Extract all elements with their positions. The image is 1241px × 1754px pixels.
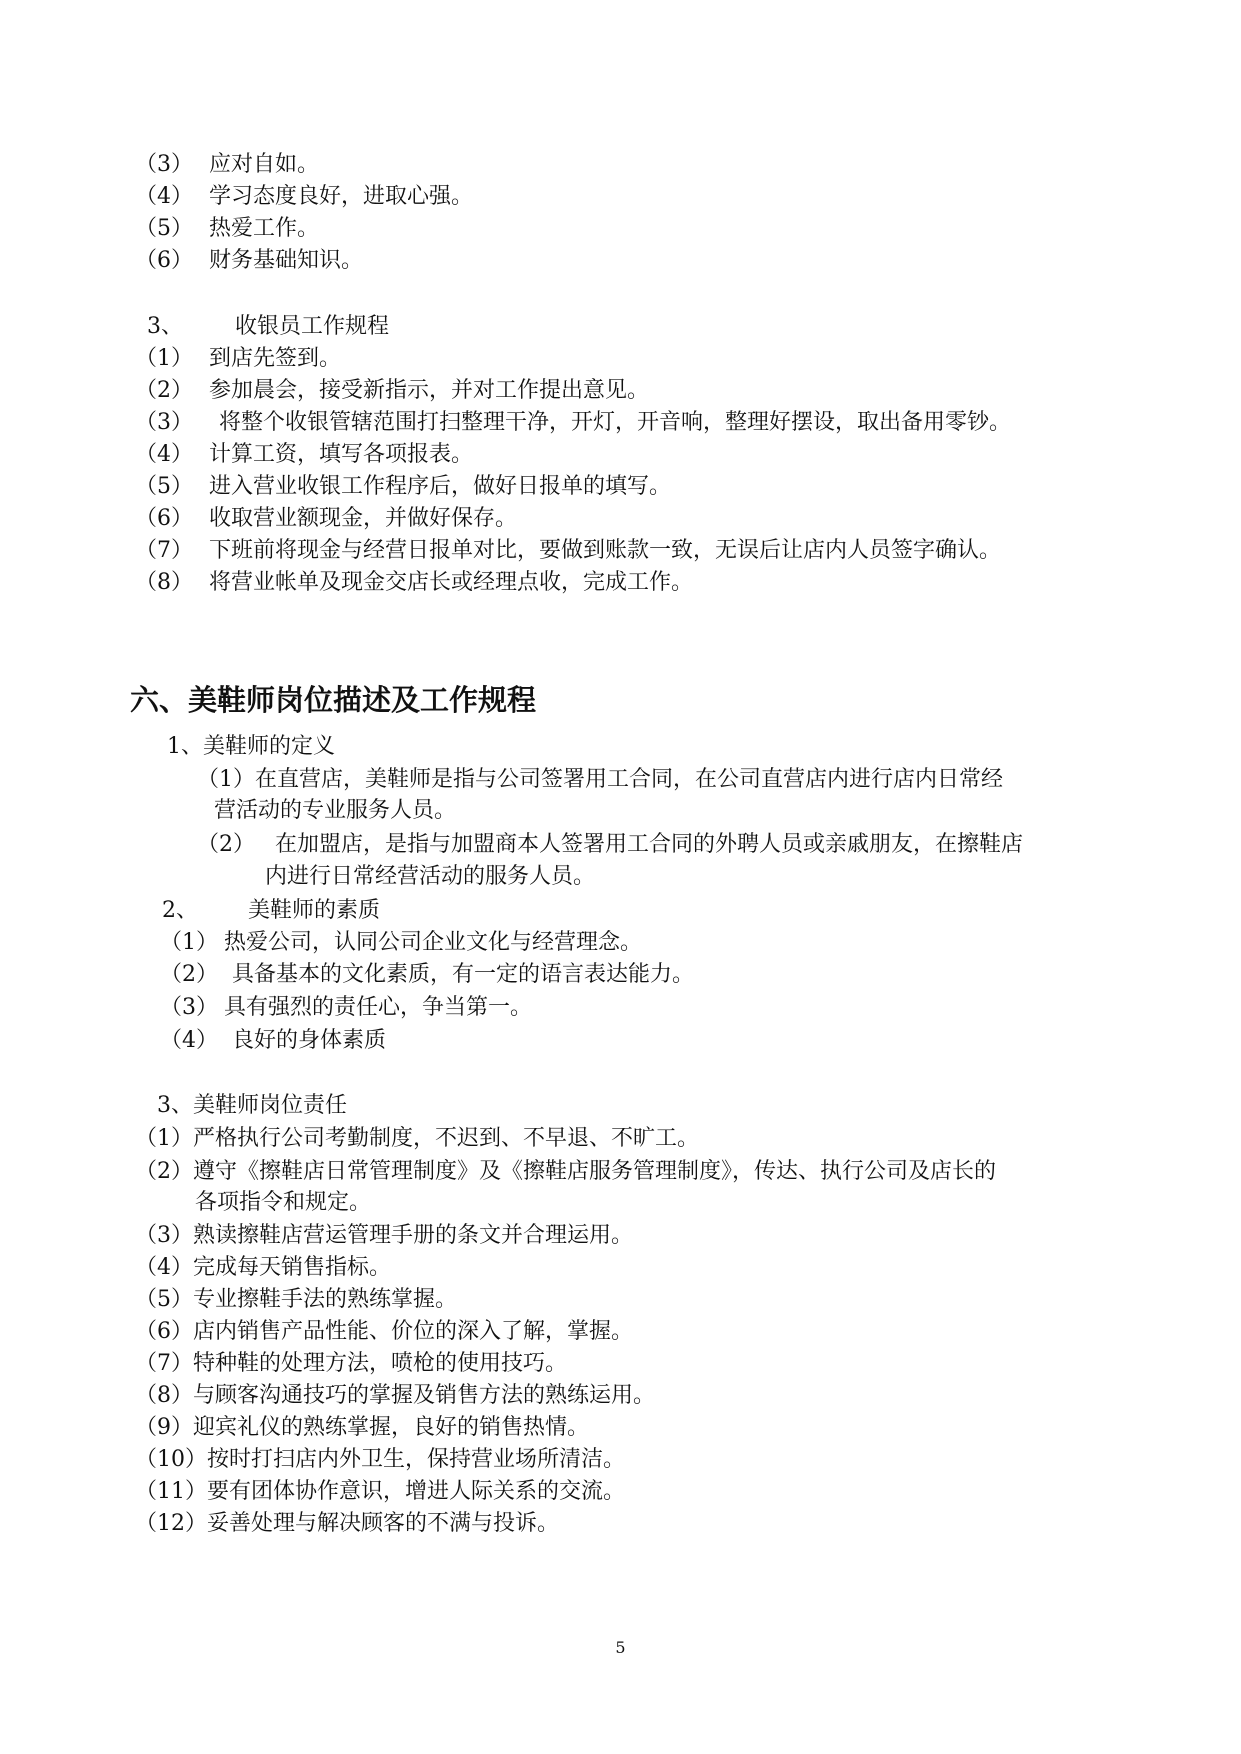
item-number: （2） [160,962,218,987]
list-item [135,440,473,470]
list-item [135,568,693,598]
item-text: 参加晨会，接受新指示，并对工作提出意见。 [209,378,650,403]
section-number: 3、 [147,314,183,339]
item-number: （4） [160,1028,218,1053]
list-item [135,214,319,244]
list-item [135,246,363,276]
item-number: （5） [135,474,193,499]
item-number: （2） [197,832,255,857]
list-item: （7）特种鞋的处理方法，喷枪的使用技巧。 [135,1351,567,1376]
list-item [135,376,649,406]
item-number: （8） [135,570,193,595]
list-item: （11）要有团体协作意识，增进人际关系的交流。 [135,1479,625,1504]
page-number: 5 [615,1638,626,1657]
item-text: 在加盟店，是指与加盟商本人签署用工合同的外聘人员或亲戚朋友，在擦鞋店 [275,832,1024,857]
item-text: 财务基础知识。 [209,248,364,273]
item-number: （6） [135,248,193,273]
list-item: （8）与顾客沟通技巧的掌握及销售方法的熟练运用。 [135,1383,655,1408]
section-heading: 六、美鞋师岗位描述及工作规程 [130,683,537,717]
list-item-continuation: 各项指令和规定。 [195,1190,372,1215]
list-item: （10）按时打扫店内外卫生，保持营业场所清洁。 [135,1447,625,1472]
item-text: 应对自如。 [209,152,320,177]
subsection-title: 3、美鞋师岗位责任 [157,1093,347,1118]
list-item [160,960,694,990]
item-text: 将营业帐单及现金交店长或经理点收，完成工作。 [209,570,694,595]
item-text: 学习态度良好，进取心强。 [209,184,474,209]
item-number: （5） [135,216,193,241]
item-text: 收取营业额现金，并做好保存。 [209,506,518,531]
item-text: 进入营业收银工作程序后，做好日报单的填写。 [209,474,672,499]
list-item [160,993,532,1023]
list-item [135,344,341,374]
list-item [135,150,319,180]
list-item [135,408,1011,438]
item-number: （7） [135,538,193,563]
item-number: （3） [160,995,218,1020]
list-item: （1）严格执行公司考勤制度，不迟到、不早退、不旷工。 [135,1126,699,1151]
subsection-title: 1、美鞋师的定义 [167,734,335,759]
item-text: 热爱工作。 [209,216,320,241]
item-number: （3） [135,410,193,435]
item-number: （2） [135,378,193,403]
item-number: （3） [135,152,193,177]
definition-item-line: 营活动的专业服务人员。 [214,798,457,823]
list-item: （9）迎宾礼仪的熟练掌握，良好的销售热情。 [135,1415,589,1440]
list-item [135,472,671,502]
item-text: 将整个收银管辖范围打扫整理干净，开灯，开音响，整理好摆设，取出备用零钞。 [219,410,1012,435]
item-number: （1） [160,930,218,955]
section-number: 2、 [162,898,198,923]
cashier-section-title [147,312,389,342]
section-title: 收银员工作规程 [235,314,390,339]
list-item [135,182,473,212]
list-item [160,1026,386,1056]
item-text: 具有强烈的责任心，争当第一。 [224,995,533,1020]
item-text: 到店先签到。 [209,346,342,371]
list-item: （3）熟读擦鞋店营运管理手册的条文并合理运用。 [135,1223,633,1248]
item-text: 良好的身体素质 [232,1028,387,1053]
list-item: （5）专业擦鞋手法的熟练掌握。 [135,1287,457,1312]
list-item [135,536,1001,566]
list-item: （4）完成每天销售指标。 [135,1255,391,1280]
list-item: （2）遵守《擦鞋店日常管理制度》及《擦鞋店服务管理制度》，传达、执行公司及店长的 [135,1159,997,1184]
item-number: （4） [135,442,193,467]
item-text: 热爱公司，认同公司企业文化与经营理念。 [224,930,643,955]
definition-item-line [197,830,1023,860]
list-item [135,504,517,534]
definition-item-line: 内进行日常经营活动的服务人员。 [265,864,596,889]
item-number: （1） [135,346,193,371]
list-item [160,928,642,958]
item-text: 计算工资，填写各项报表。 [209,442,474,467]
item-number: （6） [135,506,193,531]
definition-item-line: （1）在直营店，美鞋师是指与公司签署用工合同，在公司直营店内进行店内日常经 [197,767,1003,792]
list-item: （6）店内销售产品性能、价位的深入了解，掌握。 [135,1319,633,1344]
section-title: 美鞋师的素质 [248,898,381,923]
item-text: 具备基本的文化素质，有一定的语言表达能力。 [232,962,695,987]
list-item: （12）妥善处理与解决顾客的不满与投诉。 [135,1511,559,1536]
item-number: （4） [135,184,193,209]
item-text: 下班前将现金与经营日报单对比，要做到账款一致，无误后让店内人员签字确认。 [209,538,1002,563]
subsection-title [162,896,380,926]
